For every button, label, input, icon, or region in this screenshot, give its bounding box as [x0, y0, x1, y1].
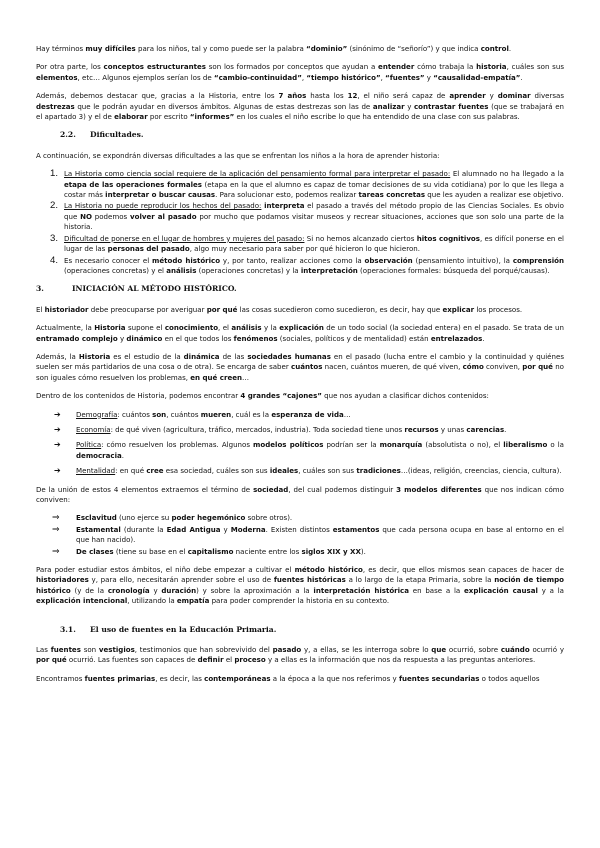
- text-run: (sinónimo de “señorío”) y que indica: [347, 44, 481, 53]
- arrow-bullet-icon: ➔: [54, 409, 61, 419]
- text-run: cómo trabaja la: [414, 62, 477, 72]
- paragraph: [36, 323, 564, 344]
- list-item: [36, 513, 564, 523]
- text-run: , es decir, las: [155, 673, 205, 683]
- bold-text: que: [431, 645, 447, 655]
- bold-text: De clases: [76, 546, 114, 556]
- text-run: Además, la: [36, 351, 79, 361]
- text-run: en los cuales el niño escribe lo que ha entendido de una clase con sus palabras.: [234, 112, 520, 122]
- section-title: INICIACIÓN AL MÉTODO HISTÓRICO.: [72, 284, 237, 294]
- text-run: , cuántos: [166, 409, 201, 419]
- text-run: Además, debemos destacar que, gracias a la Historia, entre los: [36, 91, 279, 101]
- text-run: : en qué: [115, 466, 147, 476]
- bold-text: “causalidad-empatía”: [433, 72, 521, 82]
- text-run: A continuación, se expondrán diversas dificultades a las que se enfrentan los niños a la hora de aprender historia:: [36, 150, 440, 160]
- section-number: 2.2.: [60, 130, 76, 140]
- list-number: 4.: [50, 254, 59, 266]
- bold-text: pasado: [272, 645, 302, 655]
- bold-text: historiador: [44, 304, 89, 314]
- bold-text: definir: [197, 655, 224, 665]
- text-run: y: [117, 333, 127, 343]
- bold-text: Esclavitud: [76, 513, 117, 523]
- text-run: . Para solucionar esto, podemos realizar: [215, 190, 359, 200]
- text-run: a la época a la que nos referimos y: [270, 673, 399, 683]
- text-run: en el pasado (lucha entre el cambio y la continuidad y quiénes suelen ser más partidarios de una cosa o de otra). Se encarga de saber: [36, 351, 564, 372]
- bold-text: mueren: [200, 409, 232, 419]
- text-run: por escrito: [147, 112, 190, 122]
- bold-text: democracia: [76, 450, 122, 460]
- text-run: , es difícil ponerse en el lugar de las: [64, 233, 564, 254]
- text-run: (durante la: [120, 524, 167, 534]
- text-run: (y de la: [70, 585, 108, 595]
- bold-text: recursos: [404, 424, 439, 434]
- bold-text: aprender: [449, 91, 486, 101]
- text-run: los procesos.: [474, 304, 523, 314]
- list-item: [36, 466, 564, 476]
- text-run: (operaciones concretas) y el: [64, 265, 167, 275]
- bold-text: monarquía: [379, 440, 423, 450]
- bold-text: en qué creen: [190, 372, 243, 382]
- bold-text: noción de tiempo histórico: [36, 575, 564, 595]
- bold-text: 12: [347, 91, 358, 101]
- text-run: Encontramos: [36, 673, 85, 683]
- section-heading-fuentes: [60, 625, 564, 635]
- text-run: De la unión de estos 4 elementos extraemos el término de: [36, 484, 254, 494]
- text-run: que nos indican cómo conviven:: [36, 484, 564, 504]
- text-run: , el: [218, 323, 232, 333]
- text-run: no son iguales cómo resuelven los problemas,: [36, 362, 564, 382]
- bold-text: Historia: [94, 323, 126, 333]
- text-run: que cada persona ocupa en base al entorno en el que han nacido).: [76, 524, 565, 545]
- text-run: y, a ellas, se les interroga sobre lo: [301, 645, 432, 655]
- paragraph: [36, 352, 564, 383]
- text-run: , testimonios que han sobrevivido del: [134, 645, 273, 655]
- double-arrow-bullet-icon: ⇒: [52, 513, 60, 524]
- text-run: …(ideas, religión, creencias, ciencia, cultura).: [400, 466, 562, 476]
- bold-text: “fuentes”: [385, 72, 425, 82]
- bold-text: cómo: [462, 362, 484, 372]
- text-run: y, por tanto, realizar acciones como la: [220, 255, 365, 265]
- text-run: .: [121, 450, 125, 460]
- models-list: [36, 513, 564, 557]
- list-item-text: [64, 234, 564, 253]
- paragraph: [36, 305, 564, 315]
- text-run: en base a la: [408, 585, 465, 595]
- bold-text: “cambio-continuidad”: [213, 72, 302, 82]
- text-run: para los niños, tal y como puede ser la palabra: [135, 44, 307, 53]
- bold-text: observación: [364, 255, 413, 265]
- bold-text: interpretación histórica: [313, 585, 409, 595]
- bold-text: historia: [476, 62, 507, 72]
- text-run: (etapa en la que el alumno es capaz de tomar decisiones de su vida cotidiana) por lo que les llega a costar más: [64, 179, 564, 200]
- text-run: (operaciones concretas) y la: [196, 265, 301, 275]
- list-item: [36, 201, 564, 232]
- bold-text: destrezas: [36, 101, 75, 111]
- bold-text: explicación: [279, 323, 324, 333]
- arrow-bullet-icon: ➔: [54, 424, 61, 434]
- text-run: y a ellas es la información que nos da respuesta a las preguntas anteriores.: [265, 655, 536, 665]
- section-title: El uso de fuentes en la Educación Primaria.: [90, 624, 277, 634]
- bold-text: cronología: [107, 585, 150, 595]
- text-run: o la: [547, 440, 564, 450]
- text-run: ocurrió, sobre: [446, 645, 501, 655]
- bold-text: interpretación: [300, 265, 358, 275]
- list-number: 3.: [50, 232, 59, 244]
- bold-text: 7 años: [278, 91, 307, 101]
- text-run: son los formados por conceptos que ayudan a: [205, 62, 379, 72]
- list-item-text: [76, 425, 506, 434]
- text-run: El alumnado no ha llegado a la: [450, 169, 564, 179]
- bold-text: vestigios: [98, 645, 135, 655]
- text-run: en el que todos los: [162, 333, 234, 343]
- bold-text: explicar: [442, 304, 475, 314]
- text-run: (absolutista o no), el: [422, 440, 504, 450]
- text-run: Para poder estudiar estos ámbitos, el niño debe empezar a cultivar el: [36, 565, 295, 575]
- paragraph: [36, 645, 564, 666]
- bold-text: 3 modelos diferentes: [396, 484, 482, 494]
- list-item-text: [64, 256, 564, 275]
- text-run: las cosas sucedieron como sucedieron, es decir, hay que: [237, 304, 443, 314]
- text-run: , cuál es la: [231, 409, 272, 419]
- bold-text: Historia: [78, 351, 111, 361]
- bold-text: historiadores: [36, 575, 89, 585]
- bold-text: sociedad: [253, 484, 289, 494]
- paragraph: [36, 485, 564, 506]
- list-number: 1.: [50, 168, 59, 180]
- bold-text: esperanza de vida: [271, 409, 344, 419]
- section-number: 3.1.: [60, 624, 76, 634]
- text-run: ) y sobre la aproximación a la: [196, 585, 314, 595]
- bold-text: carencias: [466, 424, 505, 434]
- bold-text: volver al pasado: [130, 211, 197, 221]
- text-run: supone el: [125, 323, 165, 333]
- bold-text: entramado complejo: [36, 333, 118, 343]
- section-heading-dificultades: [60, 130, 564, 140]
- bold-text: muy difíciles: [85, 44, 136, 53]
- bold-text: por qué: [522, 362, 553, 372]
- bold-text: son: [152, 409, 167, 419]
- text-run: sobre otros).: [245, 513, 293, 523]
- bold-text: método histórico: [152, 255, 221, 265]
- paragraph: [36, 391, 564, 401]
- text-run: (sociales, políticos y de mentalidad) están: [277, 333, 431, 343]
- bold-text: conocimiento: [164, 323, 219, 333]
- text-run: el: [223, 655, 235, 665]
- bold-text: ideales: [269, 466, 299, 476]
- underlined-text: Política: [76, 440, 102, 450]
- text-run: para poder comprender la historia en su contexto.: [209, 596, 390, 606]
- underlined-text: Mentalidad: [76, 466, 116, 476]
- text-run: que nos ayudan a clasificar dichos contenidos:: [321, 391, 489, 401]
- list-item-text: [76, 466, 562, 475]
- bold-text: cuántos: [291, 362, 323, 372]
- text-run: de las: [219, 351, 248, 361]
- bold-text: interpreta: [264, 201, 305, 211]
- text-run: …: [242, 372, 250, 382]
- text-run: y: [149, 585, 162, 595]
- list-item: [36, 440, 564, 461]
- bold-text: explicación causal: [464, 585, 538, 595]
- text-run: el pasado a través del método propio de las Ciencias Sociales. Es obvio que: [64, 201, 564, 221]
- list-item: [36, 410, 564, 420]
- text-run: que les ayuden a realizar ese objetivo.: [425, 190, 564, 200]
- paragraph: [36, 674, 564, 684]
- underlined-text: Dificultad de ponerse en el lugar de hombres y mujeres del pasado:: [64, 233, 305, 243]
- text-run: (uno ejerce su: [116, 513, 172, 523]
- double-arrow-bullet-icon: ⇒: [52, 524, 60, 535]
- difficulties-list: [36, 169, 564, 276]
- list-item: [36, 525, 564, 546]
- bold-text: conceptos estructurantes: [103, 62, 206, 72]
- paragraph: [36, 565, 564, 607]
- bold-text: tradiciones: [356, 466, 401, 476]
- text-run: , utilizando la: [127, 596, 177, 606]
- bold-text: “tiempo histórico”: [306, 72, 381, 82]
- paragraph: [36, 62, 564, 83]
- text-run: debe preocuparse por averiguar: [88, 304, 207, 314]
- text-run: : cuántos: [117, 409, 153, 419]
- section-number: 3.: [36, 284, 44, 294]
- text-run: es el estudio de la: [110, 351, 184, 361]
- text-run: y, para ello, necesitarán aprender sobre el uso de: [88, 575, 274, 585]
- text-run: y: [220, 524, 231, 534]
- text-run: Es necesario conocer el: [64, 255, 153, 265]
- bold-text: explicación intencional: [36, 596, 128, 606]
- list-item-text: [76, 525, 564, 544]
- text-run: ,: [301, 72, 307, 82]
- text-run: hasta los: [306, 91, 348, 101]
- bold-text: hitos cognitivos: [416, 233, 480, 243]
- bold-text: comprensión: [512, 255, 564, 265]
- double-arrow-bullet-icon: ⇒: [52, 546, 60, 557]
- bold-text: elementos: [36, 72, 78, 82]
- underlined-text: Economía: [76, 424, 111, 434]
- text-run: diversas: [530, 91, 565, 101]
- list-item-text: [64, 201, 564, 231]
- bold-text: “dominio”: [306, 44, 348, 53]
- bold-text: fuentes históricas: [273, 575, 346, 585]
- text-run: , del cual podemos distinguir: [288, 484, 397, 494]
- text-run: , es decir, que ellos mismos sean capaces de hacer de: [362, 565, 564, 575]
- text-run: Hay términos: [36, 44, 86, 53]
- list-item: [36, 547, 564, 557]
- bold-text: sociedades humanas: [247, 351, 331, 361]
- section-title: Dificultades.: [90, 130, 144, 140]
- bold-text: fuentes secundarias: [398, 673, 480, 683]
- bold-text: poder hegemónico: [171, 513, 246, 523]
- text-run: nacen, cuántos mueren, de qué viven,: [322, 362, 463, 372]
- bold-text: dinámica: [183, 351, 220, 361]
- bold-text: análisis: [231, 323, 262, 333]
- bold-text: dominar: [497, 91, 531, 101]
- text-run: , algo muy necesario para saber por qué hicieron lo que hicieron.: [189, 244, 420, 254]
- bold-text: cuándo: [500, 645, 530, 655]
- bold-text: entrelazados: [430, 333, 483, 343]
- bold-text: NO: [80, 211, 92, 221]
- text-run: El: [36, 304, 45, 314]
- bold-text: contemporáneas: [204, 673, 271, 683]
- bold-text: Edad Antigua: [166, 524, 221, 534]
- text-run: y a la: [537, 585, 564, 595]
- text-run: son: [80, 645, 99, 655]
- bold-text: analizar: [372, 101, 405, 111]
- bold-text: Estamental: [76, 524, 121, 534]
- arrow-bullet-icon: ➔: [54, 466, 61, 476]
- text-run: y la: [261, 323, 280, 333]
- list-item: [36, 169, 564, 200]
- text-run: Dentro de los contenidos de Historia, podemos encontrar: [36, 391, 241, 401]
- bold-text: fenómenos: [233, 333, 278, 343]
- text-run: que le podrán ayudar en diversos ámbitos. Algunas de estas destrezas son las de: [74, 101, 373, 111]
- bold-text: control: [480, 44, 509, 53]
- text-run: podrían ser la: [323, 440, 380, 450]
- text-run: , etc… Algunos ejemplos serían los de: [77, 72, 214, 82]
- text-run: (tiene su base en el: [113, 546, 188, 556]
- bold-text: siglos XIX y XX: [301, 546, 361, 556]
- bold-text: empatía: [176, 596, 210, 606]
- text-run: ocurrió. Las fuentes son capaces de: [66, 655, 198, 665]
- text-run: podemos: [91, 211, 131, 221]
- underlined-text: La Historia como ciencia social requiere de la aplicación del pensamiento formal para interpretar el pasado:: [64, 169, 451, 179]
- list-item-text: [76, 513, 292, 522]
- text-run: o todos aquellos: [479, 673, 540, 683]
- bold-text: tareas concretas: [358, 190, 426, 200]
- text-run: , cuáles son sus: [298, 466, 357, 476]
- text-run: naciente entre los: [233, 546, 302, 556]
- text-run: Las: [36, 645, 51, 655]
- paragraph: [36, 91, 564, 122]
- paragraph: [36, 151, 564, 161]
- text-run: ).: [360, 546, 366, 556]
- text-run: , el niño será capaz de: [357, 91, 450, 101]
- section-heading-metodo: [36, 284, 564, 294]
- text-run: Si no hemos alcanzado ciertos: [304, 233, 417, 243]
- list-item: [36, 256, 564, 277]
- text-run: , cuáles son sus: [506, 62, 564, 72]
- text-run: (que se trabajará en el apartado 3) y el de: [36, 101, 565, 122]
- text-run: Actualmente, la: [36, 323, 95, 333]
- text-run: .: [482, 333, 485, 343]
- list-item-text: [76, 547, 366, 556]
- text-run: Por otra parte, los: [36, 62, 104, 72]
- list-item-text: [76, 440, 564, 459]
- text-run: .: [520, 72, 523, 82]
- bold-text: análisis: [166, 265, 197, 275]
- bold-text: liberalismo: [503, 440, 548, 450]
- text-run: esa sociedad, cuáles son sus: [163, 466, 270, 476]
- text-run: (operaciones formales: búsqueda del porqué/causas).: [357, 265, 550, 275]
- text-run: por mucho que podamos visitar museos y recrear situaciones, acciones que son solo una parte de la historia.: [64, 211, 564, 232]
- list-item: [36, 234, 564, 255]
- bold-text: proceso: [234, 655, 266, 665]
- underlined-text: Demografía: [76, 409, 118, 419]
- bold-text: personas del pasado: [107, 244, 190, 254]
- bold-text: interpretar o buscar causas: [105, 190, 216, 200]
- bold-text: contrastar fuentes: [413, 101, 489, 111]
- text-run: ,: [380, 72, 386, 82]
- bold-text: modelos políticos: [253, 440, 324, 450]
- text-run: y: [424, 72, 434, 82]
- text-run: : de qué viven (agricultura, tráfico, mercados, industria). Toda sociedad tiene unos: [110, 424, 405, 434]
- bold-text: duración: [161, 585, 197, 595]
- text-run: .: [504, 424, 507, 434]
- bold-text: por qué: [36, 655, 67, 665]
- bold-text: método histórico: [294, 565, 363, 575]
- paragraph: [36, 44, 564, 54]
- bold-text: “informes”: [189, 112, 235, 122]
- bold-text: por qué: [206, 304, 238, 314]
- text-run: ocurrió y: [529, 645, 564, 655]
- text-run: …: [343, 409, 351, 419]
- text-run: y unas: [438, 424, 467, 434]
- bold-text: elaborar: [114, 112, 148, 122]
- bold-text: 4 grandes “cajones”: [240, 391, 322, 401]
- bold-text: estamentos: [332, 524, 380, 534]
- bold-text: dinámico: [126, 333, 163, 343]
- list-item: [36, 425, 564, 435]
- text-run: : cómo resuelven los problemas. Algunos: [101, 440, 254, 450]
- bold-text: etapa de las operaciones formales: [64, 179, 202, 189]
- bold-text: fuentes primarias: [84, 673, 156, 683]
- bold-text: fuentes: [50, 645, 81, 655]
- text-run: (pensamiento intuitivo), la: [412, 255, 513, 265]
- list-number: 2.: [50, 200, 59, 212]
- cajones-list: [36, 410, 564, 477]
- bold-text: entender: [378, 62, 415, 72]
- text-run: .: [508, 44, 512, 53]
- text-run: y: [485, 91, 498, 101]
- bold-text: cree: [146, 466, 164, 476]
- list-item-text: [64, 169, 564, 199]
- text-run: conviven,: [483, 362, 523, 372]
- text-run: de un todo social (la sociedad entera) en el pasado. Se trata de un: [323, 323, 564, 333]
- bold-text: capitalismo: [187, 546, 234, 556]
- bold-text: Moderna: [230, 524, 266, 534]
- list-item-text: [76, 410, 351, 419]
- text-run: . Existen distintos: [265, 524, 333, 534]
- text-run: a lo largo de la etapa Primaria, sobre la: [345, 575, 495, 585]
- arrow-bullet-icon: ➔: [54, 440, 61, 450]
- underlined-text: La Historia no puede reproducir los hechos del pasado:: [64, 201, 262, 211]
- text-run: y: [404, 101, 414, 111]
